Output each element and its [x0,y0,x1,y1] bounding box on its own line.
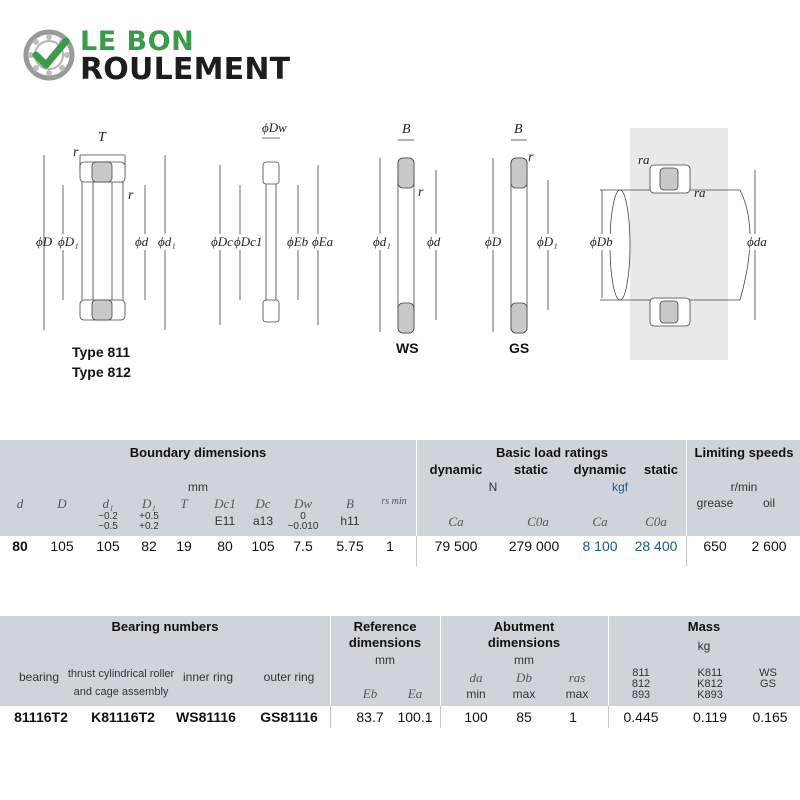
row-Ca-kgf: 8 100 [582,538,618,554]
oil-label: oil [762,496,776,510]
mass-unit: kg [697,639,711,653]
tol-B: h11 [340,514,360,528]
col-assembly-line2: and cage assembly [73,686,169,698]
abutment-title-2: dimensions [487,635,561,650]
col-Db-max: max [512,687,536,701]
label-phida: ϕda [747,234,767,249]
dimensions-table-header [0,440,800,536]
col-mass-WS-a: WS [759,667,777,679]
col-Eb: Eb [362,686,378,701]
sym-Ca-N: Ca [448,514,464,529]
tol-D1 [139,512,159,532]
type-gs-label: GS [509,340,530,356]
label-phiDc1: ϕDc1 [234,234,263,249]
col-mass-WS [759,668,777,690]
col-mass-811-c: 893 [631,689,651,701]
unit-kgf: kgf [611,480,629,494]
row-inner-ring: WS81116 [176,709,236,725]
sym-B: B [346,496,354,511]
tol-Dw-top: 0 [300,511,306,522]
tol-d1-top: −0.2 [98,511,118,522]
col-mass-K811-a: K811 [697,667,723,679]
label-Dw: ϕDw [262,120,287,135]
col-Db: Db [516,670,532,685]
limiting-speeds-header: Limiting speeds [694,445,794,460]
row-Eb: 83.7 [356,709,384,725]
sym-D1: D₁ [142,496,156,511]
bearing-numbers-title: Bearing numbers [111,619,219,634]
col-mass-K811-b: K812 [697,678,723,690]
row-mass-2: 0.119 [693,709,727,725]
label-phid-ws: ϕd [427,234,441,249]
boundary-unit: mm [188,480,208,494]
sym-D: D [57,496,67,511]
col-da: da [469,670,483,685]
label-phiD-gs: ϕD [485,234,502,249]
row-C0a-N: 279 000 [508,538,560,554]
brand-line-1: LE BON [80,26,195,57]
row-rs: 1 [386,538,394,554]
row-Dc1: 80 [217,538,233,554]
type-811-label: Type 811 [72,344,131,360]
abutment-title: Abutment [493,619,555,634]
row-mass-1: 0.445 [623,709,659,725]
type-ws-label: WS [396,340,419,356]
label-B-ws: B [402,122,411,137]
row-mass-3: 0.165 [752,709,788,725]
static-kgf-label: static [644,462,678,477]
col-mass-811 [632,668,650,701]
label-r-left: r [73,145,79,160]
label-phiDc: ϕDc [211,234,233,249]
col-mass-811-a: 811 [632,667,650,679]
col-mass-K811-c: K893 [697,689,723,701]
sym-T: T [180,496,188,511]
col-da-min: min [466,687,486,701]
bearing-check-logo-icon [22,28,76,82]
sym-Dc: Dc [255,496,271,511]
tol-D1-top: +0.5 [139,511,159,522]
sym-Dc1: Dc1 [214,496,236,511]
sym-C0a-kgf: C0a [645,514,667,529]
dynamic-kgf-label: dynamic [573,462,627,477]
boundary-dimensions-header: Boundary dimensions [129,445,267,460]
tol-Dc1: E11 [214,514,236,528]
col-assembly-line1: thrust cylindrical roller [67,668,175,680]
row-C0a-kgf: 28 400 [634,538,678,554]
brand-line-2: ROULEMENT [80,52,291,87]
label-r-right: r [128,188,134,203]
row-d: 80 [12,538,28,554]
static-N-label: static [514,462,548,477]
row-bearing: 81116T2 [14,709,68,725]
col-mass-811-b: 812 [631,678,651,690]
label-phiDb: ϕDb [590,234,613,249]
tol-d1 [98,512,118,532]
row-Dc: 105 [251,538,275,554]
reference-title: Reference [353,619,417,634]
row-oil: 2 600 [751,538,787,554]
row-D1: 82 [141,538,157,554]
label-B-gs: B [514,122,523,137]
row-d1: 105 [96,538,120,554]
label-ra-mid: ra [694,185,706,200]
sym-C0a-N: C0a [527,514,549,529]
col-mass-WS-b: GS [760,678,776,690]
label-phiEb: ϕEb [287,234,309,249]
label-ra-top: ra [638,152,650,167]
tol-D1-bottom: +0.2 [139,521,159,532]
technical-drawings [0,110,800,390]
tol-d1-bottom: −0.5 [98,521,118,532]
row-B: 5.75 [336,538,364,554]
row-grease: 650 [703,538,727,554]
label-phiD1-gs: ϕD₁ [537,234,558,249]
col-mass-K811 [697,668,723,701]
row-outer-ring: GS81116 [260,709,318,725]
brand-logo [22,24,302,86]
row-Dw: 7.5 [293,538,313,554]
abutment-unit: mm [514,653,534,667]
label-phid1-ws: ϕd₁ [373,234,391,249]
unit-N: N [488,480,498,494]
col-outer-ring: outer ring [263,670,315,684]
sym-d1: d₁ [102,496,114,511]
type-812-label: Type 812 [72,364,131,380]
load-ratings-header: Basic load ratings [496,445,608,460]
sym-rs: rs min [381,496,407,507]
sym-d: d [16,496,24,511]
dynamic-N-label: dynamic [429,462,483,477]
col-bearing: bearing [18,670,60,684]
grease-label: grease [696,496,734,510]
tol-Dc: a13 [252,514,274,528]
row-ras: 1 [569,709,577,725]
label-phiD1: ϕD₁ [58,234,79,249]
tol-Dw-bottom: −0.010 [287,521,319,532]
label-phiEa: ϕEa [312,234,334,249]
reference-unit: mm [375,653,395,667]
label-r-ws: r [418,185,424,200]
sym-Ca-kgf: Ca [592,514,608,529]
tol-Dw [288,512,319,532]
col-Ea: Ea [407,686,423,701]
bearing-numbers-table [0,616,800,736]
col-ras: ras [568,670,586,685]
row-Db: 85 [516,709,532,725]
limiting-unit: r/min [730,480,758,494]
col-ras-max: max [565,687,589,701]
row-assembly: K81116T2 [91,709,155,725]
reference-title-2: dimensions [348,635,422,650]
row-T: 19 [176,538,192,554]
row-Ea: 100.1 [397,709,433,725]
label-r-gs: r [528,150,534,165]
dimensions-table [0,440,800,560]
col-inner-ring: inner ring [182,670,234,684]
row-D: 105 [50,538,74,554]
mass-title: Mass [687,619,721,634]
label-phid1: ϕd₁ [158,234,176,249]
label-phid: ϕd [135,234,149,249]
label-phiD: ϕD [36,234,53,249]
sym-Dw: Dw [293,496,313,511]
row-da: 100 [464,709,488,725]
row-Ca-N: 79 500 [434,538,478,554]
label-T: T [98,130,106,145]
